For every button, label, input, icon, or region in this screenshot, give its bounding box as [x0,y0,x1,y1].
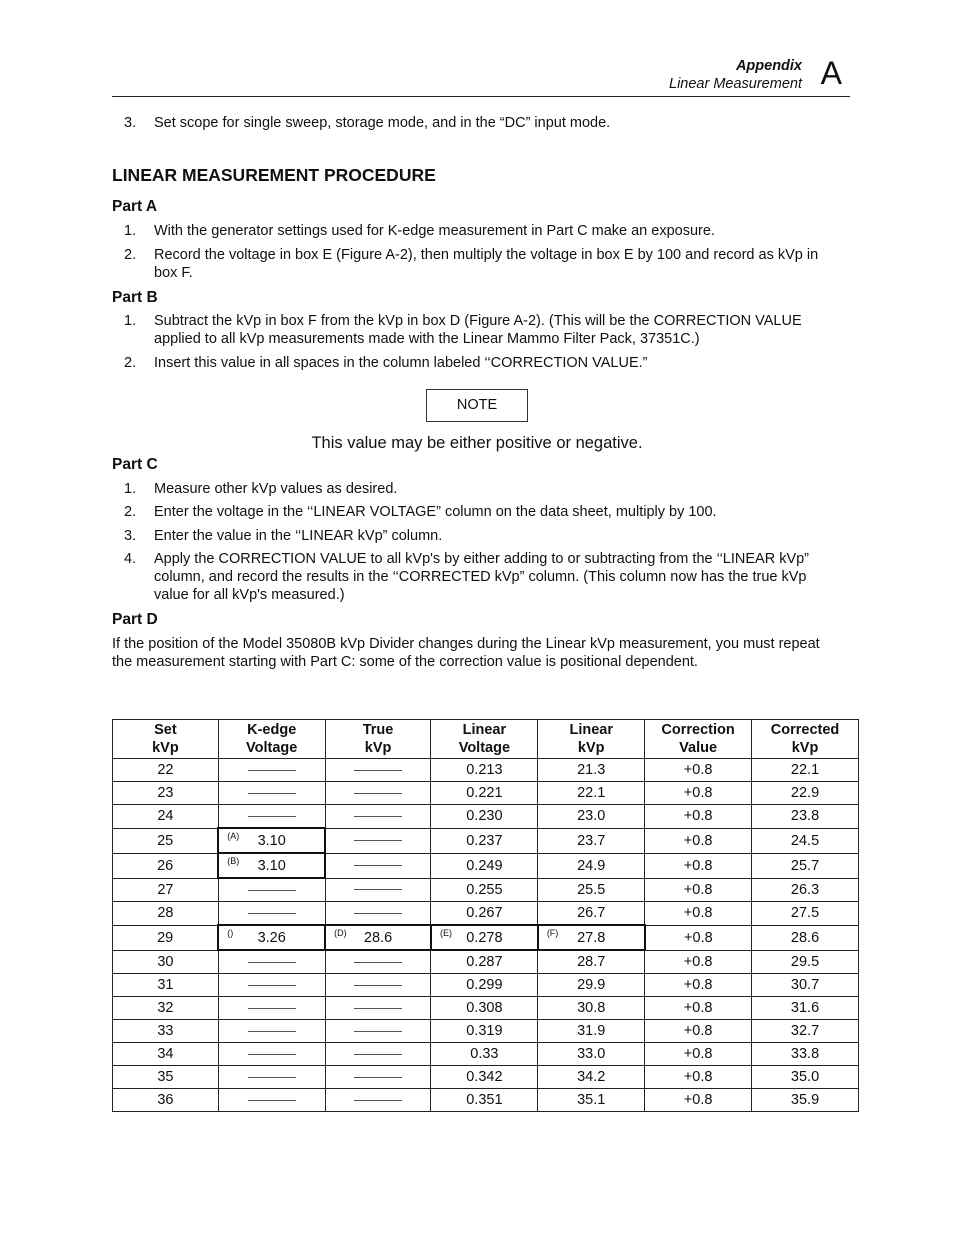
cell-value: +0.8 [683,1092,713,1108]
cell-true-kvp [325,1020,431,1043]
item-text: Insert this value in all spaces in the column labeled ‘‘CORRECTION VALUE.” [154,355,648,371]
part-b-item [112,354,842,372]
header-subtitle: Linear Measurement [669,76,802,92]
cell-true-kvp [325,782,431,805]
cell-kedge-voltage [218,925,325,950]
cell-true-kvp [325,925,431,950]
cell-linear-kvp [538,853,645,878]
item-text: Subtract the kVp in box F from the kVp in box D (Figure A-2). (This will be the CORRECTION VALUE applied to all kVp measurements made with the Linear Mammo Filter Pack, 37351C.) [154,313,802,347]
part-c-item [112,550,842,604]
blank-line [248,890,296,891]
cell-value: 35.0 [790,1069,820,1085]
blank-line [248,913,296,914]
part-c-item [112,527,842,545]
table-row [113,1020,859,1043]
cell-set-kvp [113,902,219,926]
column-header-kedge-voltage: K-edge Voltage [218,720,325,759]
note-text: This value may be either positive or negative. [311,434,643,452]
cell-linear-voltage [431,1043,538,1066]
cell-true-kvp [325,974,431,997]
cell-value: 0.287 [466,954,503,970]
cell-value: +0.8 [683,762,713,778]
blank-line [354,816,402,817]
cell-value: 0.255 [466,881,503,898]
cell-value: 24 [157,808,174,825]
cell-value: +0.8 [683,832,713,849]
blank-line [248,1054,296,1055]
cell-value: 3.10 [257,832,286,849]
box-label: () [227,928,234,938]
cell-value: 3.26 [257,929,286,946]
column-header-corrected-kvp: Corrected kVp [752,720,859,759]
cell-corrected-kvp [752,950,859,974]
blank-line [354,865,402,866]
cell-value: 0.213 [466,762,503,778]
blank-line [354,913,402,914]
column-header-linear-voltage: Linear Voltage [431,720,538,759]
cell-corrected-kvp [752,805,859,829]
cell-kedge-voltage [218,878,325,902]
table-row [113,950,859,974]
cell-value: +0.8 [683,953,713,970]
item-text: Apply the CORRECTION VALUE to all kVp's by either adding to or subtracting from the ‘‘LINEAR kVp” column, and record the results in the ‘‘CORRECTED kVp” column. (This column now has the true kVp value for all kVp's measured.) [154,551,810,603]
cell-value: 0.351 [466,1092,503,1108]
note-box: NOTE [426,389,528,422]
cell-value: 28 [157,905,174,922]
cell-value: 31.6 [790,1000,820,1016]
cell-value: 35 [157,1069,174,1085]
cell-linear-kvp [538,828,645,853]
cell-set-kvp [113,1066,219,1089]
cell-value: 24.5 [790,832,820,849]
cell-kedge-voltage [218,853,325,878]
column-header-set-kvp: Set kVp [113,720,219,759]
cell-value: 27.5 [790,905,820,922]
cell-value: 28.6 [363,929,393,946]
cell-correction-value [645,997,752,1020]
cell-kedge-voltage [218,950,325,974]
cell-set-kvp [113,974,219,997]
part-b-item [112,312,842,348]
cell-correction-value [645,1043,752,1066]
cell-linear-kvp [538,878,645,902]
cell-set-kvp [113,950,219,974]
column-header-linear-kvp: Linear kVp [538,720,645,759]
cell-value: +0.8 [683,1069,713,1085]
cell-value: 28.7 [577,954,606,970]
cell-value: +0.8 [683,1023,713,1039]
box-label: (F) [546,928,559,938]
part-d-text: If the position of the Model 35080B kVp Divider changes during the Linear kVp measurement, you must repeat the measurement starting with Part C: some of the correction value is positional dependent. [112,636,820,670]
blank-line [354,889,402,890]
cell-linear-voltage [431,1066,538,1089]
item-number: 3. [124,528,137,544]
cell-value: 34 [157,1046,174,1062]
cell-value: 23.0 [577,808,606,825]
cell-value: 26.7 [577,905,606,921]
cell-linear-voltage [431,925,538,950]
cell-value: 26 [157,857,174,874]
cell-kedge-voltage [218,759,325,782]
cell-set-kvp [113,782,219,805]
cell-value: 31 [157,977,174,993]
cell-correction-value [645,805,752,829]
cell-set-kvp [113,853,219,878]
cell-corrected-kvp [752,974,859,997]
blank-line [248,793,296,794]
cell-set-kvp [113,828,219,853]
cell-set-kvp [113,1089,219,1112]
intro-step [112,114,842,132]
cell-corrected-kvp [752,902,859,926]
cell-linear-voltage [431,828,538,853]
cell-corrected-kvp [752,1066,859,1089]
cell-true-kvp [325,828,431,853]
cell-value: 0.221 [466,785,503,801]
header-title: Appendix [735,58,802,74]
table-row [113,974,859,997]
blank-line [248,1031,296,1032]
cell-value: 23.8 [790,808,820,825]
table-header-row [113,720,859,759]
item-text: Measure other kVp values as desired. [154,481,398,497]
item-number: 2. [124,504,137,520]
cell-correction-value [645,759,752,782]
cell-value: 24.9 [577,857,606,874]
step-number: 3. [124,115,137,131]
data-sheet-table [112,719,859,1112]
cell-value: 0.33 [470,1046,499,1062]
cell-value: 25.7 [790,857,820,874]
cell-linear-kvp [538,759,645,782]
blank-line [248,770,296,771]
cell-value: 29.5 [790,953,820,970]
cell-corrected-kvp [752,925,859,950]
cell-correction-value [645,974,752,997]
cell-true-kvp [325,853,431,878]
cell-value: 29 [157,929,174,946]
blank-line [354,985,402,986]
part-b-title: Part B [112,289,158,306]
table-row [113,902,859,926]
appendix-letter: A [820,55,842,91]
cell-correction-value [645,828,752,853]
cell-corrected-kvp [752,1020,859,1043]
part-a-title: Part A [112,198,158,215]
cell-correction-value [645,902,752,926]
cell-kedge-voltage [218,805,325,829]
table-row [113,759,859,782]
item-number: 1. [124,313,137,329]
cell-value: 34.2 [577,1069,606,1085]
cell-value: 30.7 [790,977,820,993]
cell-value: 0.308 [466,1000,503,1016]
cell-value: 27 [157,881,174,898]
cell-value: 0.278 [466,929,503,946]
cell-value: 3.10 [257,857,286,874]
cell-value: +0.8 [684,929,713,946]
part-c-item [112,480,842,498]
cell-correction-value [645,853,752,878]
cell-linear-kvp [538,974,645,997]
cell-value: 23 [157,785,174,801]
blank-line [248,985,296,986]
blank-line [354,770,402,771]
cell-linear-voltage [431,997,538,1020]
cell-value: 31.9 [577,1023,606,1039]
cell-corrected-kvp [752,997,859,1020]
box-label: (E) [439,928,452,938]
cell-value: 33.0 [577,1046,606,1062]
item-number: 2. [124,247,137,263]
cell-value: 25.5 [577,881,606,898]
cell-value: +0.8 [683,977,713,993]
cell-corrected-kvp [752,782,859,805]
cell-value: 29.9 [577,977,606,993]
cell-true-kvp [325,950,431,974]
blank-line [354,1077,402,1078]
cell-value: 0.267 [466,905,503,921]
cell-kedge-voltage [218,1043,325,1066]
blank-line [354,1008,402,1009]
cell-linear-voltage [431,853,538,878]
cell-correction-value [645,1066,752,1089]
column-header-correction-value: Correction Value [645,720,752,759]
cell-value: 22 [157,762,174,778]
blank-line [248,1100,296,1101]
cell-value: 21.3 [577,762,606,778]
cell-linear-kvp [538,1089,645,1112]
cell-correction-value [645,925,752,950]
cell-true-kvp [325,1089,431,1112]
cell-value: 30.8 [577,1000,606,1016]
cell-set-kvp [113,1020,219,1043]
cell-true-kvp [325,1043,431,1066]
cell-kedge-voltage [218,997,325,1020]
cell-value: 22.1 [577,785,606,801]
blank-line [354,962,402,963]
cell-linear-voltage [431,805,538,829]
blank-line [354,1031,402,1032]
cell-value: 33 [157,1023,174,1039]
item-text: Enter the value in the ‘‘LINEAR kVp” column. [154,528,443,544]
cell-correction-value [645,878,752,902]
cell-kedge-voltage [218,1020,325,1043]
cell-correction-value [645,1089,752,1112]
cell-true-kvp [325,1066,431,1089]
cell-linear-kvp [538,902,645,926]
table-row [113,805,859,829]
item-number: 4. [124,551,137,567]
cell-value: +0.8 [683,1046,713,1062]
table-row [113,997,859,1020]
cell-set-kvp [113,1043,219,1066]
cell-corrected-kvp [752,828,859,853]
table-row [113,1043,859,1066]
cell-true-kvp [325,878,431,902]
cell-value: 33.8 [790,1046,820,1062]
cell-correction-value [645,782,752,805]
column-header-true-kvp: True kVp [325,720,431,759]
cell-corrected-kvp [752,1089,859,1112]
item-text: With the generator settings used for K-edge measurement in Part C make an exposure. [154,223,715,239]
table-row [113,925,859,950]
cell-value: 22.9 [790,785,820,801]
cell-value: 25 [157,832,174,849]
header-text [669,57,802,93]
cell-value: +0.8 [683,808,713,825]
cell-value: +0.8 [683,881,713,898]
part-d-title: Part D [112,611,158,628]
part-a-item [112,222,842,240]
blank-line [354,1100,402,1101]
cell-kedge-voltage [218,902,325,926]
cell-value: 0.237 [466,832,503,849]
cell-value: 23.7 [577,832,606,849]
cell-corrected-kvp [752,759,859,782]
cell-set-kvp [113,997,219,1020]
cell-linear-voltage [431,1020,538,1043]
cell-true-kvp [325,997,431,1020]
item-number: 1. [124,223,137,239]
cell-linear-kvp [538,925,645,950]
cell-true-kvp [325,805,431,829]
step-text: Set scope for single sweep, storage mode, and in the “DC” input mode. [154,115,611,131]
cell-value: +0.8 [683,905,713,922]
cell-set-kvp [113,805,219,829]
blank-line [354,793,402,794]
cell-linear-voltage [431,974,538,997]
section-title: LINEAR MEASUREMENT PROCEDURE [112,165,436,185]
cell-kedge-voltage [218,974,325,997]
cell-kedge-voltage [218,1066,325,1089]
cell-value: 0.230 [466,808,503,825]
cell-true-kvp [325,902,431,926]
box-label: (B) [227,856,240,866]
cell-corrected-kvp [752,853,859,878]
cell-value: 27.8 [577,929,606,946]
cell-set-kvp [113,759,219,782]
cell-linear-voltage [431,950,538,974]
cell-correction-value [645,950,752,974]
table-row [113,853,859,878]
blank-line [354,840,402,841]
cell-kedge-voltage [218,782,325,805]
cell-true-kvp [325,759,431,782]
cell-linear-kvp [538,1020,645,1043]
table-row [113,878,859,902]
cell-linear-voltage [431,878,538,902]
blank-line [248,1077,296,1078]
cell-linear-voltage [431,902,538,926]
cell-linear-kvp [538,1066,645,1089]
cell-value: 32 [157,1000,174,1016]
item-text: Enter the voltage in the ‘‘LINEAR VOLTAGE” column on the data sheet, multiply by 100. [154,504,717,520]
cell-value: +0.8 [683,857,713,874]
table-row [113,1089,859,1112]
cell-linear-kvp [538,997,645,1020]
blank-line [248,1008,296,1009]
part-a-item [112,246,842,282]
cell-value: 35.1 [577,1092,606,1108]
blank-line [248,962,296,963]
cell-value: 22.1 [790,762,820,778]
blank-line [354,1054,402,1055]
cell-linear-voltage [431,782,538,805]
cell-corrected-kvp [752,878,859,902]
cell-value: 0.249 [466,857,503,874]
cell-set-kvp [113,878,219,902]
cell-value: 28.6 [790,929,820,946]
item-number: 2. [124,355,137,371]
cell-value: 32.7 [790,1023,820,1039]
cell-value: 35.9 [790,1092,820,1108]
cell-kedge-voltage [218,828,325,853]
item-number: 1. [124,481,137,497]
part-c-item [112,503,842,521]
cell-value: 0.319 [466,1023,503,1039]
part-c-title: Part C [112,456,158,473]
box-label: (D) [334,928,347,938]
cell-linear-kvp [538,782,645,805]
cell-linear-kvp [538,805,645,829]
blank-line [248,816,296,817]
cell-value: 0.342 [466,1069,503,1085]
cell-value: 30 [157,953,174,970]
cell-linear-voltage [431,1089,538,1112]
cell-value: 26.3 [790,881,820,898]
table-row [113,1066,859,1089]
cell-value: +0.8 [683,785,713,801]
cell-kedge-voltage [218,1089,325,1112]
page-header [112,50,850,97]
table-row [113,782,859,805]
cell-linear-kvp [538,950,645,974]
cell-linear-kvp [538,1043,645,1066]
item-text: Record the voltage in box E (Figure A-2), then multiply the voltage in box E by 100 and record as kVp in box F. [154,247,819,281]
table-row [113,828,859,853]
cell-value: 0.299 [466,977,503,993]
cell-correction-value [645,1020,752,1043]
cell-corrected-kvp [752,1043,859,1066]
cell-linear-voltage [431,759,538,782]
cell-value: 36 [157,1092,174,1108]
cell-set-kvp [113,925,219,950]
box-label: (A) [227,831,240,841]
cell-value: +0.8 [683,1000,713,1016]
